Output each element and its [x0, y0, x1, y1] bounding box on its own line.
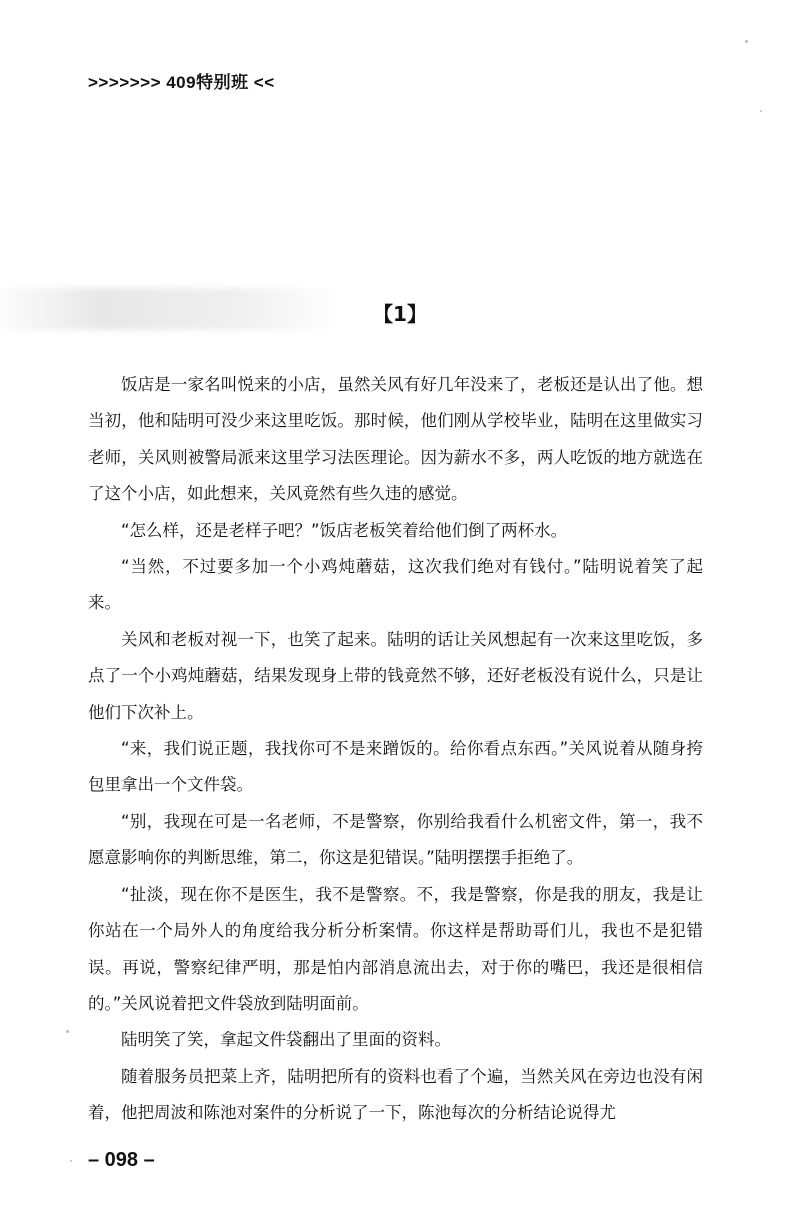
- chapter-heading: 【1】: [373, 302, 427, 326]
- paragraph: “怎么样，还是老样子吧？”饭店老板笑着给他们倒了两杯水。: [121, 520, 568, 540]
- paragraph: “来，我们说正题，我找你可不是来蹭饭的。给你看点东西。”关风说着从随身挎包里拿出一个文件袋。: [88, 739, 703, 795]
- scan-speck: [760, 110, 762, 112]
- page-number: – 098 –: [88, 1149, 155, 1171]
- scan-speck: [70, 1160, 72, 1162]
- paragraph: “别，我现在可是一名老师，不是警察，你别给我看什么机密文件，第一，我不愿意影响你的判断思维，第二，你这是犯错误。”陆明摆摆手拒绝了。: [88, 811, 703, 868]
- paragraph: “扯淡，现在你不是医生，我不是警察。不，我是警察，你是我的朋友，我是让你站在一个局外人的角度给我分析分析案情。你这样是帮助哥们儿，我也不是犯错误。再说，警察纪律严明，那是怕内部消息流出去，对于你的嘴巴，我还是很相信的。”关风说着把文件袋放到陆明面前。: [88, 884, 703, 1013]
- paragraph: 随着服务员把菜上齐，陆明把所有的资料也看了个遍，当然关风在旁边也没有闲着，他把周波和陈池对案件的分析说了一下，陈池每次的分析结论说得尤: [88, 1066, 703, 1123]
- paragraph: 陆明笑了笑，拿起文件袋翻出了里面的资料。: [121, 1030, 451, 1050]
- paragraph: “当然，不过要多加一个小鸡炖蘑菇，这次我们绝对有钱付。”陆明说着笑了起来。: [88, 557, 703, 613]
- paragraph: 关风和老板对视一下，也笑了起来。陆明的话让关风想起有一次来这里吃饭，多点了一个小鸡炖蘑菇，结果发现身上带的钱竟然不够，还好老板没有说什么，只是让他们下次补上。: [88, 629, 703, 722]
- paragraph: 饭店是一家名叫悦来的小店，虽然关风有好几年没来了，老板还是认出了他。想当初，他和陆明可没少来这里吃饭。那时候，他们刚从学校毕业，陆明在这里做实习老师，关风则被警局派来这里学习法医理论。因为薪水不多，两人吃饭的地方就选在了这个小店，如此想来，关风竟然有些久违的感觉。: [88, 375, 703, 504]
- scan-speck: [745, 40, 748, 43]
- running-header: >>>>>>> 409特别班 <<: [88, 73, 275, 92]
- scan-speck: [66, 1030, 69, 1033]
- body-text: [88, 367, 703, 1132]
